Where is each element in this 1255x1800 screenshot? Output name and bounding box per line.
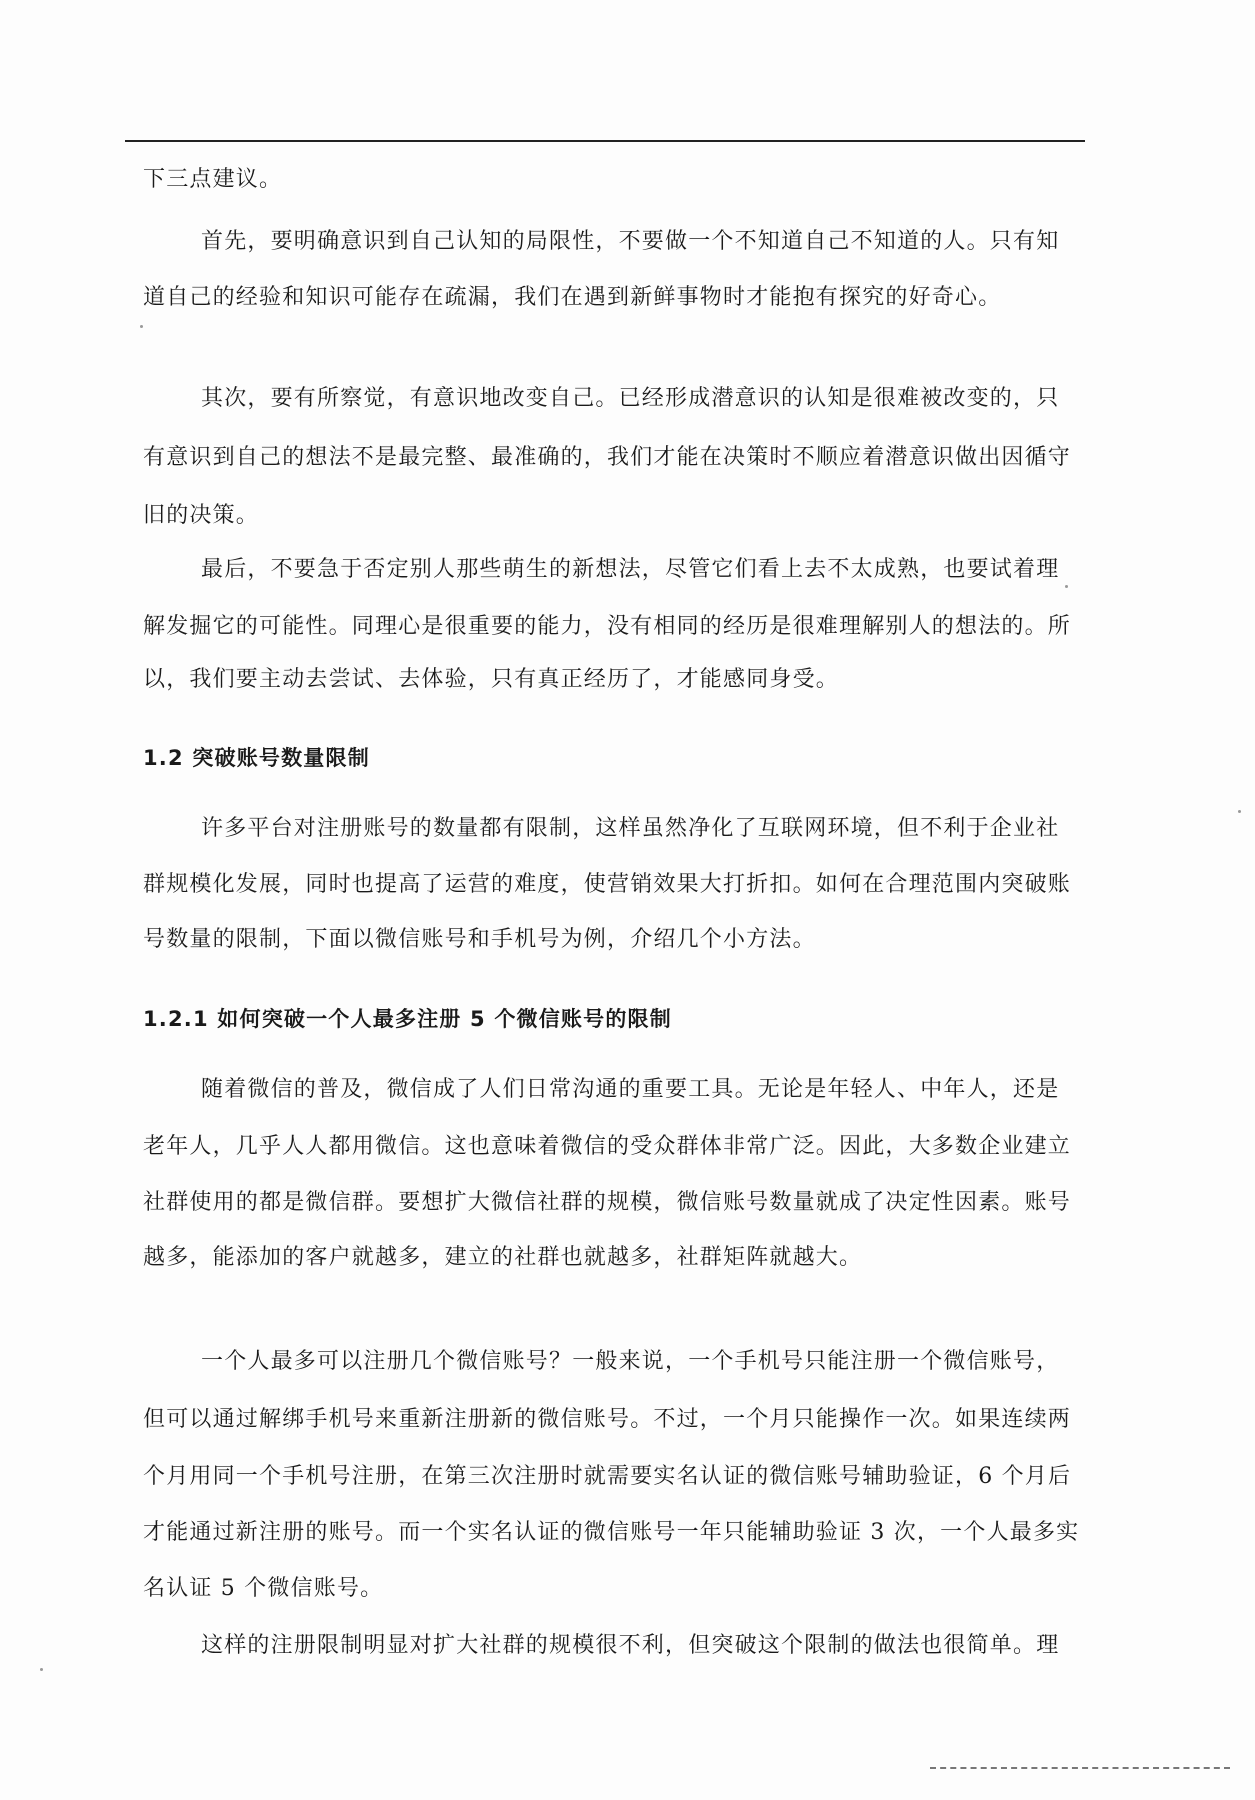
paragraph-line: 越多，能添加的客户就越多，建立的社群也就越多，社群矩阵就越大。	[143, 1245, 863, 1270]
paragraph-line: 这样的注册限制明显对扩大社群的规模很不利，但突破这个限制的做法也很简单。理	[201, 1633, 1060, 1658]
section-heading: 1.2 突破账号数量限制	[143, 746, 370, 770]
paragraph-line: 其次，要有所察觉，有意识地改变自己。已经形成潜意识的认知是很难被改变的，只	[201, 386, 1060, 411]
paragraph-line: 下三点建议。	[143, 167, 283, 192]
paragraph-line: 有意识到自己的想法不是最完整、最准确的，我们才能在决策时不顺应着潜意识做出因循守	[143, 445, 1072, 470]
header-rule	[125, 140, 1085, 142]
paragraph-line: 旧的决策。	[143, 503, 260, 528]
scan-speck	[1065, 585, 1068, 588]
paragraph-line: 解发掘它的可能性。同理心是很重要的能力，没有相同的经历是很难理解别人的想法的。所	[143, 614, 1072, 639]
paragraph-line: 号数量的限制，下面以微信账号和手机号为例，介绍几个小方法。	[143, 927, 816, 952]
paragraph-line: 群规模化发展，同时也提高了运营的难度，使营销效果大打折扣。如何在合理范围内突破账	[143, 872, 1072, 897]
paragraph-line: 但可以通过解绑手机号来重新注册新的微信账号。不过，一个月只能操作一次。如果连续两	[143, 1407, 1072, 1432]
paragraph-line: 老年人，几乎人人都用微信。这也意味着微信的受众群体非常广泛。因此，大多数企业建立	[143, 1134, 1072, 1159]
paragraph-line: 名认证 5 个微信账号。	[143, 1576, 384, 1601]
paragraph-line: 随着微信的普及，微信成了人们日常沟通的重要工具。无论是年轻人、中年人，还是	[201, 1077, 1060, 1102]
paragraph-line: 才能通过新注册的账号。而一个实名认证的微信账号一年只能辅助验证 3 次，一个人最多实	[143, 1520, 1080, 1545]
paragraph-line: 许多平台对注册账号的数量都有限制，这样虽然净化了互联网环境，但不利于企业社	[201, 816, 1060, 841]
footer-rule	[930, 1767, 1230, 1769]
paragraph-line: 以，我们要主动去尝试、去体验，只有真正经历了，才能感同身受。	[143, 667, 840, 692]
subsection-heading: 1.2.1 如何突破一个人最多注册 5 个微信账号的限制	[143, 1007, 672, 1031]
paragraph-line: 一个人最多可以注册几个微信账号？一般来说，一个手机号只能注册一个微信账号，	[201, 1349, 1060, 1374]
scan-speck	[40, 1668, 43, 1671]
paragraph-line: 最后，不要急于否定别人那些萌生的新想法，尽管它们看上去不太成熟，也要试着理	[201, 557, 1060, 582]
paragraph-line: 道自己的经验和知识可能存在疏漏，我们在遇到新鲜事物时才能抱有探究的好奇心。	[143, 285, 1002, 310]
paragraph-line: 个月用同一个手机号注册，在第三次注册时就需要实名认证的微信账号辅助验证，6 个月后	[143, 1464, 1072, 1489]
paragraph-line: 首先，要明确意识到自己认知的局限性，不要做一个不知道自己不知道的人。只有知	[201, 229, 1060, 254]
paragraph-line: 社群使用的都是微信群。要想扩大微信社群的规模，微信账号数量就成了决定性因素。账号	[143, 1190, 1072, 1215]
scan-speck	[140, 325, 143, 328]
scan-speck	[1238, 810, 1241, 813]
